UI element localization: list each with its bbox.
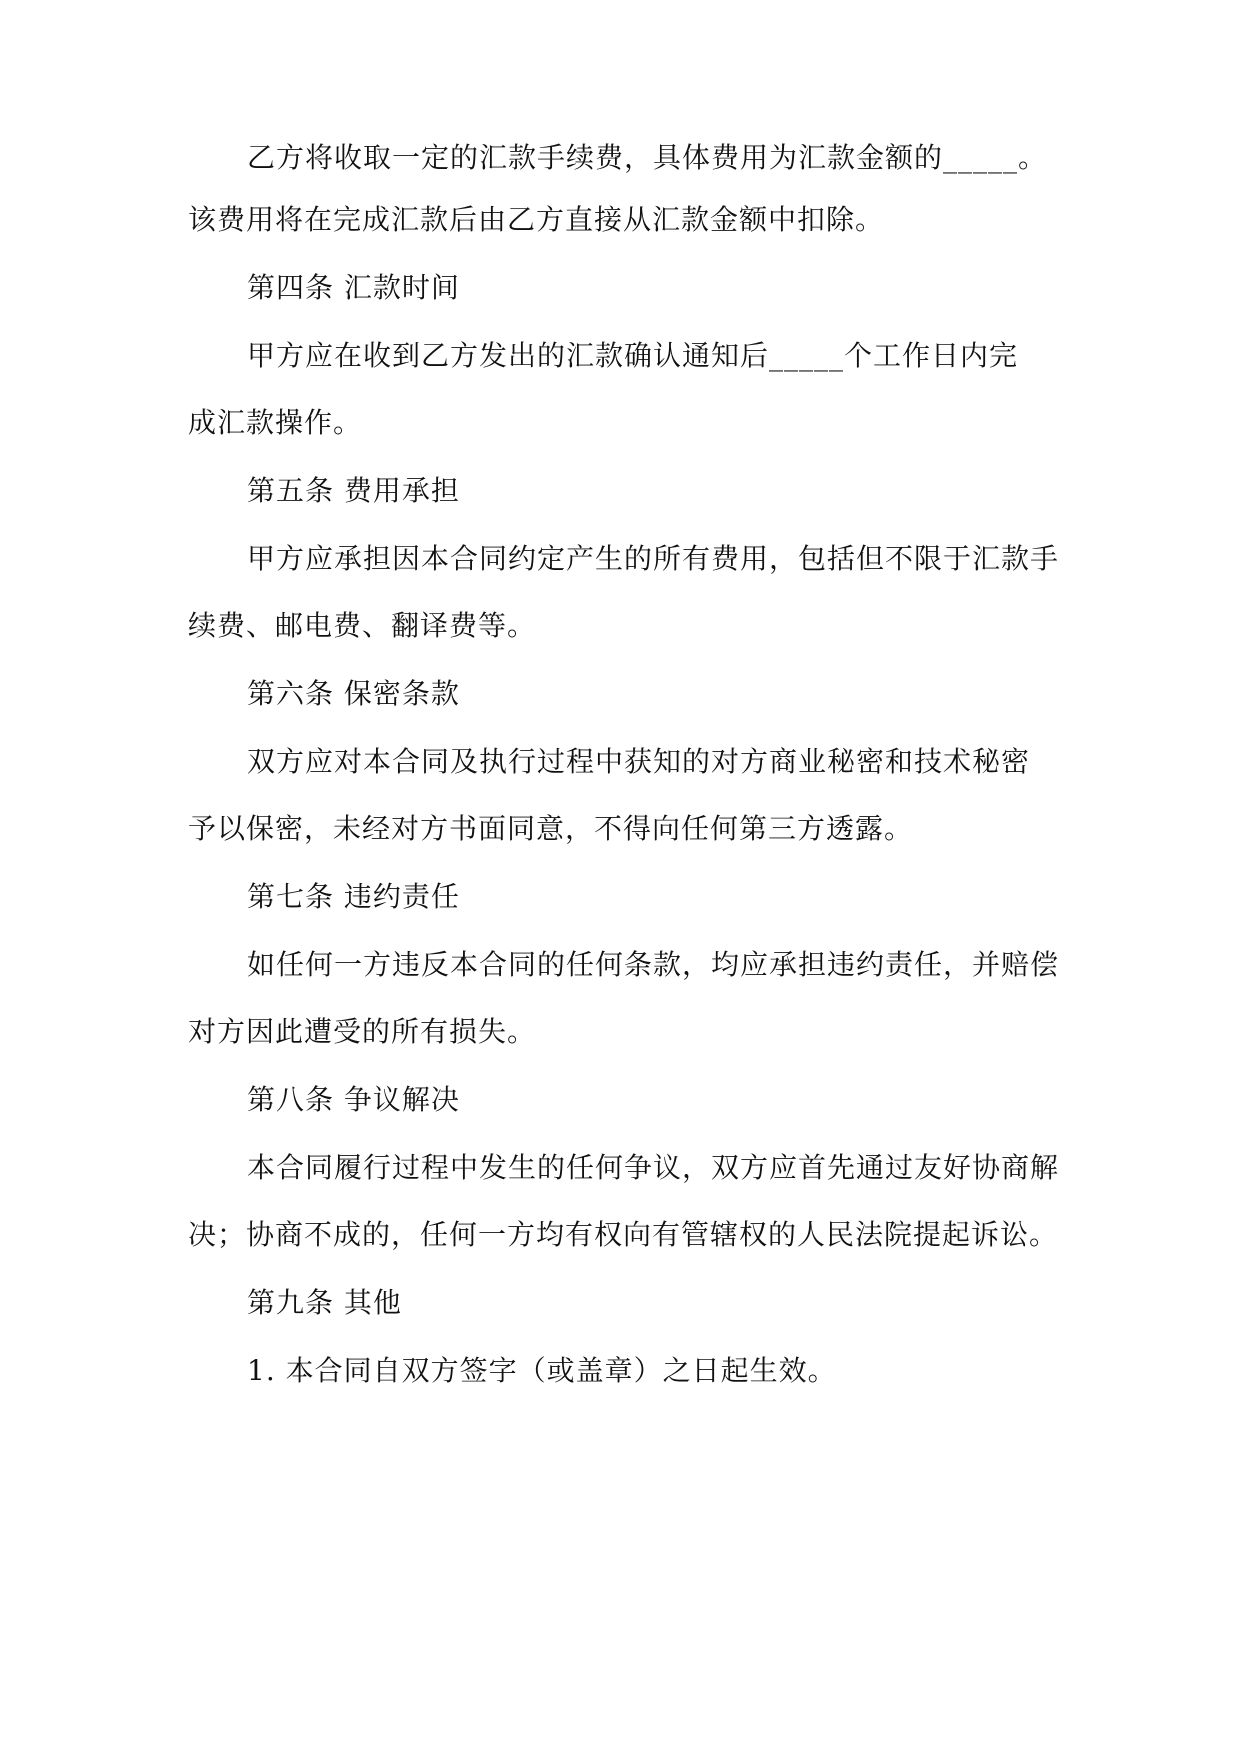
article-5-paragraph-line-1: 甲方应承担因本合同约定产生的所有费用，包括但不限于汇款手 — [247, 542, 1060, 575]
fee-paragraph-line-1: 乙方将收取一定的汇款手续费，具体费用为汇款金额的_____。 — [247, 141, 1048, 174]
article-6-paragraph-line-1: 双方应对本合同及执行过程中获知的对方商业秘密和技术秘密 — [247, 745, 1031, 778]
article-5-heading: 第五条 费用承担 — [247, 474, 460, 507]
article-4-paragraph-line-1: 甲方应在收到乙方发出的汇款确认通知后_____个工作日内完 — [247, 339, 1019, 372]
article-7-paragraph-line-1: 如任何一方违反本合同的任何条款，均应承担违约责任，并赔偿 — [247, 948, 1060, 981]
fee-paragraph-line-2: 该费用将在完成汇款后由乙方直接从汇款金额中扣除。 — [188, 203, 885, 236]
article-4-heading: 第四条 汇款时间 — [247, 271, 460, 304]
article-8-paragraph-line-1: 本合同履行过程中发生的任何争议，双方应首先通过友好协商解 — [247, 1151, 1060, 1184]
article-6-heading: 第六条 保密条款 — [247, 677, 460, 710]
article-9-item-1: 1. 本合同自双方签字（或盖章）之日起生效。 — [247, 1354, 837, 1387]
article-7-paragraph-line-2: 对方因此遭受的所有损失。 — [188, 1015, 537, 1048]
article-5-paragraph-line-2: 续费、邮电费、翻译费等。 — [188, 609, 537, 642]
article-6-paragraph-line-2: 予以保密，未经对方书面同意，不得向任何第三方透露。 — [188, 812, 914, 845]
article-7-heading: 第七条 违约责任 — [247, 880, 460, 913]
article-4-paragraph-line-2: 成汇款操作。 — [188, 406, 363, 439]
article-8-paragraph-line-2: 决；协商不成的，任何一方均有权向有管辖权的人民法院提起诉讼。 — [188, 1218, 1059, 1251]
article-8-heading: 第八条 争议解决 — [247, 1083, 460, 1116]
article-9-heading: 第九条 其他 — [247, 1286, 402, 1319]
